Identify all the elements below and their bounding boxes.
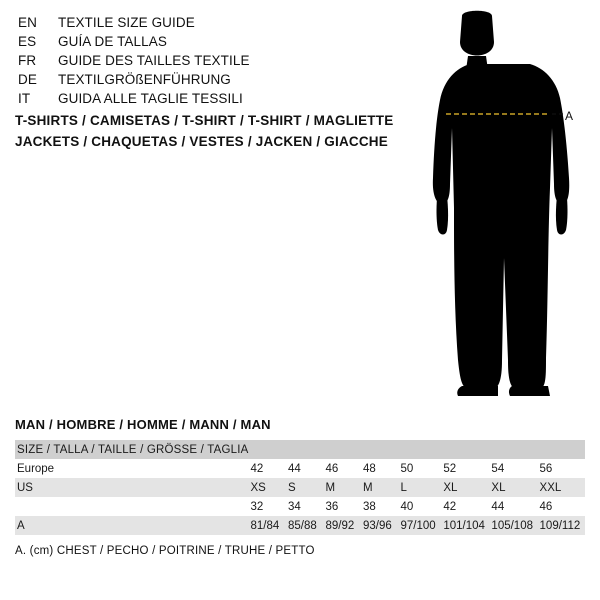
table-cell: XXL	[538, 478, 585, 497]
table-cell: 105/108	[489, 516, 537, 535]
table-row	[15, 497, 585, 516]
table-row	[15, 516, 585, 535]
table-cell: 46	[538, 497, 585, 516]
table-cell: S	[286, 478, 324, 497]
row-label	[15, 497, 249, 516]
table-cell: 48	[361, 459, 399, 478]
table-header-cell	[324, 440, 362, 459]
language-title: TEXTILGRÖßENFÜHRUNG	[58, 72, 231, 87]
table-cell: 36	[324, 497, 362, 516]
table-cell: 50	[399, 459, 442, 478]
table-header-cell	[361, 440, 399, 459]
table-title: MAN / HOMBRE / HOMME / MANN / MAN	[15, 417, 271, 432]
table-cell: 44	[489, 497, 537, 516]
language-code: DE	[18, 72, 37, 87]
table-cell: 85/88	[286, 516, 324, 535]
table-cell: 54	[489, 459, 537, 478]
table-cell: L	[399, 478, 442, 497]
table-header-row	[15, 440, 585, 459]
language-code: FR	[18, 53, 37, 68]
table-header-cell	[441, 440, 489, 459]
table-cell: XL	[489, 478, 537, 497]
table-cell: 89/92	[324, 516, 362, 535]
language-code: ES	[18, 34, 37, 49]
table-cell: 56	[538, 459, 585, 478]
figure-silhouette-icon	[400, 8, 590, 398]
table-cell: 93/96	[361, 516, 399, 535]
language-row	[18, 72, 398, 91]
table-cell: 101/104	[441, 516, 489, 535]
table-row	[15, 459, 585, 478]
table-cell: 32	[249, 497, 287, 516]
table-cell: M	[324, 478, 362, 497]
table-cell: XL	[441, 478, 489, 497]
row-label: Europe	[15, 459, 249, 478]
language-row	[18, 34, 398, 53]
table-cell: XS	[249, 478, 287, 497]
table-header-cell	[249, 440, 287, 459]
category-jackets: JACKETS / CHAQUETAS / VESTES / JACKEN / GIACCHE	[15, 134, 388, 149]
row-label: US	[15, 478, 249, 497]
language-title: GUIDA ALLE TAGLIE TESSILI	[58, 91, 243, 106]
table-cell: 40	[399, 497, 442, 516]
footnote: A. (cm) CHEST / PECHO / POITRINE / TRUHE / PETTO	[15, 545, 315, 557]
language-title: GUÍA DE TALLAS	[58, 34, 167, 49]
table-cell: 81/84	[249, 516, 287, 535]
language-row	[18, 15, 398, 34]
language-list	[18, 15, 398, 110]
language-code: EN	[18, 15, 37, 30]
table-cell: 97/100	[399, 516, 442, 535]
language-row	[18, 91, 398, 110]
table-header-cell	[286, 440, 324, 459]
table-header-cell	[399, 440, 442, 459]
table-cell: 46	[324, 459, 362, 478]
table-cell: 44	[286, 459, 324, 478]
table-cell: 42	[441, 497, 489, 516]
table-header-cell	[538, 440, 585, 459]
size-table	[15, 440, 585, 535]
table-cell: M	[361, 478, 399, 497]
table-cell: 42	[249, 459, 287, 478]
category-headings	[15, 110, 435, 152]
table-cell: 109/112	[538, 516, 585, 535]
measure-label-a: A	[565, 109, 574, 123]
table-cell: 34	[286, 497, 324, 516]
language-title: GUIDE DES TAILLES TEXTILE	[58, 53, 250, 68]
table-header-cell	[489, 440, 537, 459]
table-cell: 52	[441, 459, 489, 478]
category-tshirts: T-SHIRTS / CAMISETAS / T-SHIRT / T-SHIRT / MAGLIETTE	[15, 113, 394, 128]
language-title: TEXTILE SIZE GUIDE	[58, 15, 195, 30]
table-cell: 38	[361, 497, 399, 516]
male-figure-illustration	[400, 8, 590, 398]
row-label: A	[15, 516, 249, 535]
language-code: IT	[18, 91, 31, 106]
language-row	[18, 53, 398, 72]
table-header-label: SIZE / TALLA / TAILLE / GRÖSSE / TAGLIA	[15, 440, 249, 459]
table-row	[15, 478, 585, 497]
